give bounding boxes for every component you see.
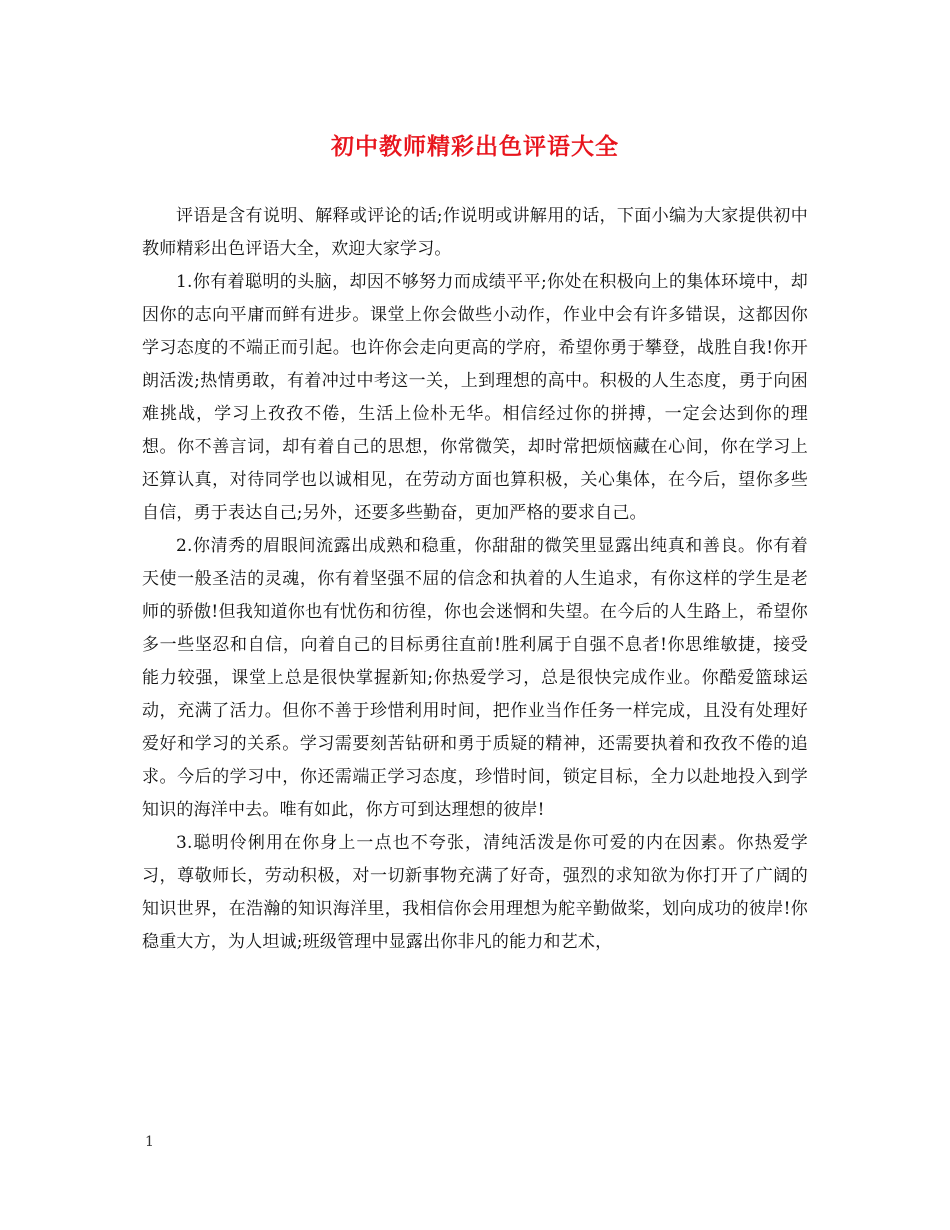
- intro-paragraph: 评语是含有说明、解释或评论的话;作说明或讲解用的话，下面小编为大家提供初中教师精彩出色评语大全，欢迎大家学习。: [142, 206, 808, 259]
- document-title: 初中教师精彩出色评语大全: [331, 133, 619, 160]
- comment-paragraph-3: 3.聪明伶俐用在你身上一点也不夸张，清纯活泼是你可爱的内在因素。你热爱学习，尊敬师长，劳动积极，对一切新事物充满了好奇，强烈的求知欲为你打开了广阔的知识世界，在浩瀚的知识海洋里，我相信你会用理想为舵辛勤做桨，划向成功的彼岸!你稳重大方，为人坦诚;班级管理中显露出你非凡的能力和艺术，: [142, 833, 808, 952]
- comment-paragraph-1: 1.你有着聪明的头脑，却因不够努力而成绩平平;你处在积极向上的集体环境中，却因你的志向平庸而鲜有进步。课堂上你会做些小动作，作业中会有许多错误，这都因你学习态度的不端正而引起。也许你会走向更高的学府，希望你勇于攀登，战胜自我!你开朗活泼;热情勇敢，有着冲过中考这一关，上到理想的高中。积极的人生态度，勇于向困难挑战，学习上孜孜不倦，生活上俭朴无华。相信经过你的拼搏，一定会达到你的理想。你不善言词，却有着自己的思想，你常微笑，却时常把烦恼藏在心间，你在学习上还算认真，对待同学也以诚相见，在劳动方面也算积极，关心集体，在今后，望你多些自信，勇于表达自己;另外，还要多些勤奋，更加严格的要求自己。: [142, 272, 808, 523]
- document-body: [142, 200, 808, 959]
- comment-paragraph-2: 2.你清秀的眉眼间流露出成熟和稳重，你甜甜的微笑里显露出纯真和善良。你有着天使一般圣洁的灵魂，你有着坚强不屈的信念和执着的人生追求，有你这样的学生是老师的骄傲!但我知道你也有忧伤和彷徨，你也会迷惘和失望。在今后的人生路上，希望你多一些坚忍和自信，向着自己的目标勇往直前!胜利属于自强不息者!你思维敏捷，接受能力较强，课堂上总是很快掌握新知;你热爱学习，总是很快完成作业。你酷爱篮球运动，充满了活力。但你不善于珍惜利用时间，把作业当作任务一样完成，且没有处理好爱好和学习的关系。学习需要刻苦钻研和勇于质疑的精神，还需要执着和孜孜不倦的追求。今后的学习中，你还需端正学习态度，珍惜时间，锁定目标，全力以赴地投入到学知识的海洋中去。唯有如此，你方可到达理想的彼岸!: [142, 536, 808, 820]
- page-number: 1: [145, 1134, 154, 1150]
